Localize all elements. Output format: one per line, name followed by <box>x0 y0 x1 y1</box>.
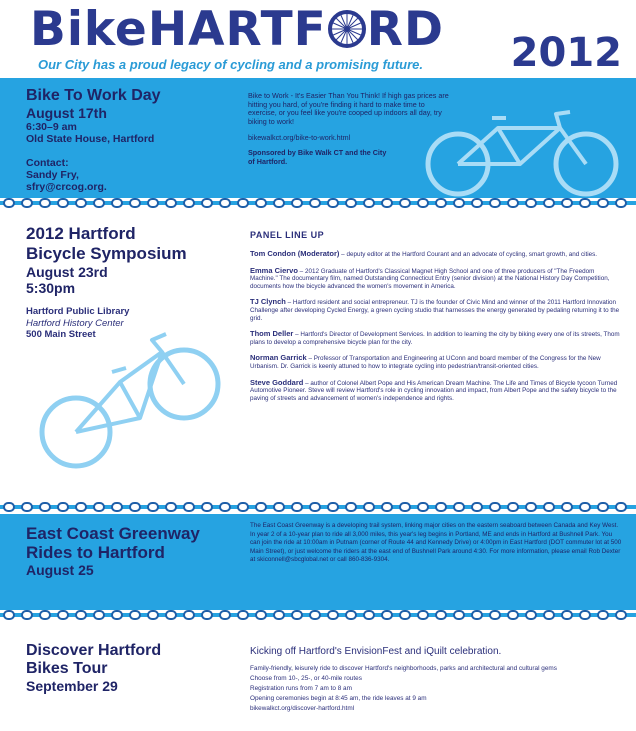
panelist-name: Norman Garrick <box>250 353 307 363</box>
discover-info <box>26 642 236 694</box>
section-east-coast-greenway <box>0 514 636 610</box>
panelist-name: Emma Ciervo <box>250 265 298 275</box>
greenway-title-line1: East Coast Greenway <box>26 524 200 543</box>
symposium-info <box>26 224 236 341</box>
panelist-desc: – Hartford resident and social entrepreneur. TJ is the founder of Civic Mind and winner of the 2011 Hartford Innovation Challenge after developing Cycled Energy, a green cycling studio that harnesses the energy generated by pedaling returning it to the grid. <box>250 299 620 322</box>
panelist-desc: – author of Colonel Albert Pope and His American Dream Machine. The Life and Times of Bicycle tycoon Turned Automotive Pioneer. Steve will review Hartford's role in cycling innovation and impact, from Albert Pope and the safety bicycle to the paving of streets and advancement of women's independence and rights. <box>250 379 618 402</box>
symposium-venue-sub: Hartford History Center <box>26 317 124 329</box>
section-discover-hartford <box>0 622 636 731</box>
contact-label: Contact: <box>26 157 69 169</box>
greenway-date: August 25 <box>26 562 94 578</box>
bikehartford-logo <box>30 2 444 57</box>
discover-link[interactable]: bikewalkct.org/discover-hartford.html <box>250 705 355 712</box>
panelist <box>250 379 622 403</box>
event-sponsor: Sponsored by Bike Walk CT and the City of Hartford. <box>248 147 387 166</box>
discover-details <box>250 646 622 715</box>
logo-word-bike: Bike <box>30 2 148 57</box>
discover-title-line1: Discover Hartford <box>26 642 162 659</box>
discover-line: Registration runs from 7 am to 8 am <box>250 685 352 692</box>
contact-name: Sandy Fry, <box>26 169 79 181</box>
event-blurb: Bike to Work - It's Easier Than You Think! If high gas prices are hitting you hard, of you're finding it hard to make time to exercise, or you feel like you're cooped up indoors all day, try biking to work! <box>248 91 449 126</box>
logo-word-rd: RD <box>366 2 444 57</box>
bicycle-illustration <box>420 108 625 200</box>
greenway-title-line2: Rides to Hartford <box>26 543 165 562</box>
bike-chain-divider <box>0 608 636 622</box>
year-heading: 2012 <box>510 30 622 76</box>
discover-line: Choose from 10-, 25-, or 40-mile routes <box>250 675 362 682</box>
logo-word-hartf: HARTF <box>147 2 327 57</box>
bicycle-wheel-icon <box>327 9 367 49</box>
discover-line: Family-friendly, leisurely ride to discover Hartford's neighborhoods, parks and architectural and cultural gems <box>250 665 557 672</box>
symposium-venue: Hartford Public Library <box>26 306 130 317</box>
panelist <box>250 354 622 370</box>
symposium-time: 5:30pm <box>26 280 76 296</box>
discover-date: September 29 <box>26 678 118 694</box>
panelist-name: Thom Deller <box>250 329 294 339</box>
discover-heading: Kicking off Hartford's EnvisionFest and iQuilt celebration. <box>250 646 502 657</box>
bike-chain-divider <box>0 196 636 210</box>
panelist-name: Steve Goddard <box>250 377 304 387</box>
panelist-desc: – 2012 Graduate of Hartford's Classical Magnet High School and one of three producers of "The Freedom Machine." The documentary film, named Outstanding Connecticut Entry (senior division) at the National History Day Competition, documents how the bicycle advanced the women's movement in America. <box>250 267 610 290</box>
discover-line: Opening ceremonies begin at 8:45 am, the ride leaves at 9 am <box>250 695 427 702</box>
section-bicycle-symposium <box>0 210 636 502</box>
greenway-info <box>26 524 246 578</box>
symposium-title-line1: 2012 Hartford <box>26 224 136 243</box>
bike-chain-divider <box>0 500 636 514</box>
panelist <box>250 250 622 259</box>
panelist-name: TJ Clynch <box>250 297 286 307</box>
event-time: 6:30–9 am <box>26 121 77 133</box>
symposium-date: August 23rd <box>26 264 108 280</box>
event-date: August 17th <box>26 105 107 121</box>
panelist-desc: – Hartford's Director of Development Services. In addition to learning the city by biking every one of its streets, Thom plans to develop a comprehensive bicycle plan for the city. <box>250 331 620 346</box>
discover-title-line2: Bikes Tour <box>26 660 108 677</box>
event-link[interactable]: bikewalkct.org/bike-to-work.html <box>248 133 351 143</box>
contact-email: sfry@crcog.org. <box>26 181 107 193</box>
panel-lineup <box>250 230 622 410</box>
panel-heading: PANEL LINE UP <box>250 230 325 240</box>
bike-to-work-info <box>26 86 226 193</box>
panelist <box>250 330 622 346</box>
greenway-body: The East Coast Greenway is a developing trail system, linking major cities on the eastern seaboard between Canada and Key West. In year 2 of a 10-year plan to ride all 3,000 miles, this year's leg begins in Portland, ME and ends in Hartford at Bushnell Park. You can join the ride at 10:00am in Putnam (corner of Route 44 and Kennedy Drive) or 4:00pm in East Hartford (DOT commuter lot at 500 Main Street), or just welcome the riders at the east end of Bushnell Park around 4:30. For more information, please email Rob Dexter at skiconnell@sbcglobal.net or call 860-836-9304. <box>250 522 622 563</box>
tagline: Our City has a proud legacy of cycling and a promising future. <box>38 57 424 72</box>
symposium-title-line2: Bicycle Symposium <box>26 244 187 263</box>
section-bike-to-work <box>0 78 636 198</box>
event-title: Bike To Work Day <box>26 87 161 104</box>
panelist <box>250 298 622 322</box>
event-location: Old State House, Hartford <box>26 133 155 145</box>
panelist <box>250 267 622 291</box>
panelist-name: Tom Condon (Moderator) <box>250 249 340 258</box>
bicycle-illustration <box>24 332 229 482</box>
panelist-desc: – Professor of Transportation and Engineering at UConn and board member of the Congress for the New Urbanism. Dr. Garrick is keenly attuned to how to integrate cycling into pedestrian/transit-oriented cities. <box>250 355 601 370</box>
poster-header <box>0 0 636 78</box>
panelist-desc: – deputy editor at the Hartford Courant and an advocate of cycling, smart growth, and cities. <box>339 251 598 258</box>
symposium-address: 500 Main Street <box>26 329 96 340</box>
